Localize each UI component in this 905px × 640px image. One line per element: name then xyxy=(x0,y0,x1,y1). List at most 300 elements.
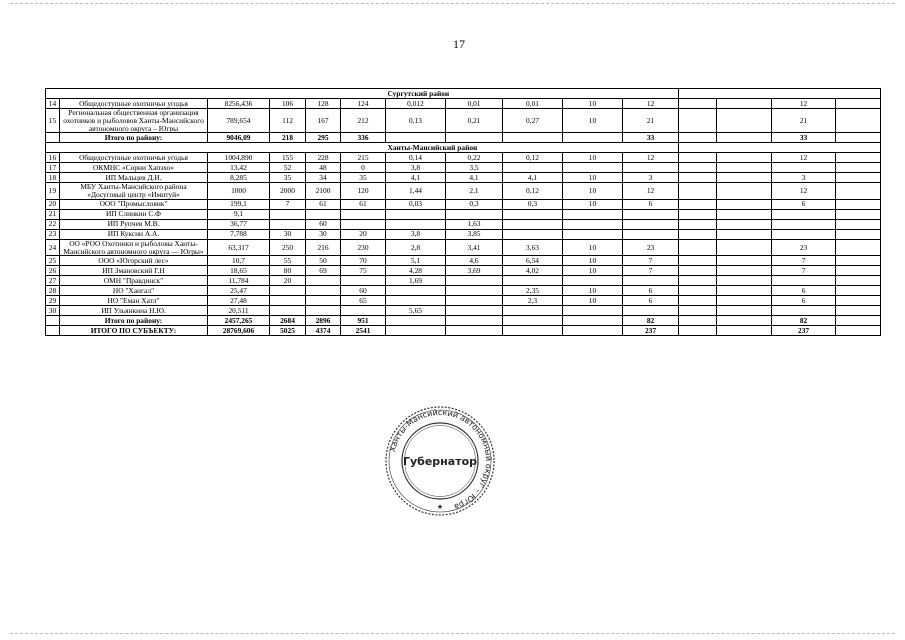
table-cell xyxy=(717,316,772,326)
table-row xyxy=(46,219,881,229)
table-cell xyxy=(270,209,306,219)
table-cell xyxy=(503,276,563,286)
section-header-row xyxy=(46,89,881,99)
table-cell xyxy=(503,326,563,336)
table-cell: 11,784 xyxy=(208,276,270,286)
table-cell xyxy=(563,209,623,219)
table-cell xyxy=(503,229,563,239)
table-cell: 4,1 xyxy=(503,173,563,183)
table-cell: 228 xyxy=(306,153,341,163)
table-cell: 0,3 xyxy=(503,199,563,209)
table-cell xyxy=(772,209,836,219)
table-cell: 18,65 xyxy=(208,266,270,276)
table-cell: ООО «Югорский лес» xyxy=(60,256,208,266)
table-cell: Региональная общественная организация охотников и рыболовов Ханты-Мансийского автономного округа – Югры xyxy=(60,109,208,133)
table-cell xyxy=(503,133,563,143)
table-cell xyxy=(623,276,679,286)
table-cell: 33 xyxy=(623,133,679,143)
table-cell xyxy=(446,326,503,336)
table-cell: 22 xyxy=(46,219,60,229)
table-cell: 0,01 xyxy=(503,99,563,109)
table-cell: ИП Куксин А.А. xyxy=(60,229,208,239)
table-cell: 30 xyxy=(270,229,306,239)
table-cell: 4,02 xyxy=(503,266,563,276)
table-cell: 10 xyxy=(563,199,623,209)
table-cell xyxy=(270,306,306,316)
table-cell xyxy=(623,219,679,229)
table-cell: 6 xyxy=(772,286,836,296)
table-cell: 21 xyxy=(46,209,60,219)
table-row xyxy=(46,183,881,200)
table-cell xyxy=(717,209,772,219)
table-cell xyxy=(46,89,386,99)
table-cell: 0 xyxy=(341,163,386,173)
table-cell: 4,1 xyxy=(386,173,446,183)
table-cell xyxy=(836,296,881,306)
table-cell: 5,65 xyxy=(386,306,446,316)
table-cell: 1,69 xyxy=(386,276,446,286)
table-cell xyxy=(679,143,881,153)
table-cell xyxy=(679,256,717,266)
table-cell xyxy=(679,326,717,336)
table-cell xyxy=(836,256,881,266)
table-cell: 25,47 xyxy=(208,286,270,296)
table-cell xyxy=(503,219,563,229)
table-cell xyxy=(717,133,772,143)
table-cell: 12 xyxy=(772,183,836,200)
table-cell: 10 xyxy=(563,109,623,133)
table-cell: 48 xyxy=(306,163,341,173)
table-cell xyxy=(563,326,623,336)
table-cell: 33 xyxy=(772,133,836,143)
table-cell: 61 xyxy=(306,199,341,209)
seal-title: Губернатор xyxy=(402,455,478,468)
table-cell: 6 xyxy=(772,199,836,209)
table-cell: 34 xyxy=(306,173,341,183)
table-cell: 20,511 xyxy=(208,306,270,316)
table-row xyxy=(46,99,881,109)
table-cell xyxy=(679,276,717,286)
table-cell xyxy=(446,316,503,326)
table-cell: 2457,265 xyxy=(208,316,270,326)
table-cell: 24 xyxy=(46,239,60,256)
table-cell xyxy=(46,316,60,326)
table-cell: 7 xyxy=(623,266,679,276)
table-cell: 12 xyxy=(623,153,679,163)
table-cell: 15 xyxy=(46,109,60,133)
table-cell: 60 xyxy=(306,219,341,229)
table-cell: 3 xyxy=(772,173,836,183)
table-cell xyxy=(679,219,717,229)
section-header-row xyxy=(46,143,881,153)
table-cell xyxy=(503,316,563,326)
table-cell: 6 xyxy=(772,296,836,306)
table-row xyxy=(46,256,881,266)
table-cell xyxy=(717,229,772,239)
table-cell: 35 xyxy=(270,173,306,183)
table-cell xyxy=(836,173,881,183)
table-cell xyxy=(717,219,772,229)
table-cell: 1,63 xyxy=(446,219,503,229)
table-cell: 4,1 xyxy=(446,173,503,183)
table-cell xyxy=(772,229,836,239)
table-cell: 10 xyxy=(563,239,623,256)
table-cell xyxy=(563,133,623,143)
table-cell xyxy=(446,276,503,286)
table-cell xyxy=(623,229,679,239)
table-cell: 16 xyxy=(46,153,60,163)
table-cell: 2000 xyxy=(270,183,306,200)
table-cell xyxy=(836,306,881,316)
table-cell: 12 xyxy=(623,99,679,109)
table-row xyxy=(46,173,881,183)
table-cell xyxy=(679,266,717,276)
table-cell: 250 xyxy=(270,239,306,256)
table-cell: 23 xyxy=(46,229,60,239)
table-cell: 10 xyxy=(563,266,623,276)
table-cell xyxy=(306,306,341,316)
table-cell: 3,85 xyxy=(446,229,503,239)
section-title: Сургутский район xyxy=(386,89,679,99)
table-cell: 120 xyxy=(341,183,386,200)
table-cell: 12 xyxy=(623,183,679,200)
table-cell: 3,8 xyxy=(386,229,446,239)
table-cell xyxy=(836,109,881,133)
table-cell: 0,3 xyxy=(446,199,503,209)
table-cell xyxy=(772,276,836,286)
table-cell: 2100 xyxy=(306,183,341,200)
table-cell: 69 xyxy=(306,266,341,276)
table-cell: 14 xyxy=(46,99,60,109)
table-cell xyxy=(717,256,772,266)
table-cell xyxy=(563,276,623,286)
table-cell: 50 xyxy=(306,256,341,266)
table-cell xyxy=(46,326,60,336)
table-cell xyxy=(679,316,717,326)
table-cell xyxy=(772,306,836,316)
table-cell: 155 xyxy=(270,153,306,163)
table-cell: 218 xyxy=(270,133,306,143)
table-row xyxy=(46,306,881,316)
table-cell xyxy=(717,286,772,296)
table-cell: 10,7 xyxy=(208,256,270,266)
table-cell: ИП Мальцев Д.И. xyxy=(60,173,208,183)
table-cell xyxy=(563,306,623,316)
table-cell: 336 xyxy=(341,133,386,143)
table-cell: 237 xyxy=(772,326,836,336)
table-cell xyxy=(563,219,623,229)
table-cell: 10 xyxy=(563,173,623,183)
table-cell: 4374 xyxy=(306,326,341,336)
table-cell: 6,54 xyxy=(503,256,563,266)
grand-total-row xyxy=(46,326,881,336)
table-cell: 80 xyxy=(270,266,306,276)
table-cell xyxy=(386,316,446,326)
table-row xyxy=(46,229,881,239)
table-cell: 3,8 xyxy=(386,163,446,173)
table-cell: 0,27 xyxy=(503,109,563,133)
table-cell: 12 xyxy=(772,99,836,109)
table-cell: 0,01 xyxy=(446,99,503,109)
table-cell: 216 xyxy=(306,239,341,256)
table-cell: Общедоступные охотничьи угодья xyxy=(60,99,208,109)
table-cell: 215 xyxy=(341,153,386,163)
table-cell: 3 xyxy=(623,173,679,183)
table-cell: 25 xyxy=(46,256,60,266)
table-cell xyxy=(772,163,836,173)
table-cell: 8,285 xyxy=(208,173,270,183)
table-cell xyxy=(446,133,503,143)
table-cell: 3,63 xyxy=(503,239,563,256)
page-bottom-edge xyxy=(10,633,895,634)
table-cell: 1,44 xyxy=(386,183,446,200)
table-cell xyxy=(717,99,772,109)
table-cell: 789,654 xyxy=(208,109,270,133)
table-cell xyxy=(306,276,341,286)
table-cell: 0,22 xyxy=(446,153,503,163)
table-cell xyxy=(341,209,386,219)
table-cell: 10 xyxy=(563,256,623,266)
table-cell: 237 xyxy=(623,326,679,336)
table-cell xyxy=(836,209,881,219)
table-cell xyxy=(836,276,881,286)
table-cell xyxy=(623,209,679,219)
table-cell xyxy=(717,239,772,256)
seal-star-icon: ★ xyxy=(436,503,444,511)
table-cell xyxy=(563,229,623,239)
table-cell xyxy=(772,219,836,229)
table-cell xyxy=(836,326,881,336)
table-row xyxy=(46,209,881,219)
table-cell: 30 xyxy=(306,229,341,239)
table-cell: 6 xyxy=(623,286,679,296)
table-cell: 0,012 xyxy=(386,99,446,109)
table-cell xyxy=(446,306,503,316)
table-cell: 7 xyxy=(772,256,836,266)
table-cell: 63,317 xyxy=(208,239,270,256)
table-cell: ОМН "Правдинск" xyxy=(60,276,208,286)
table-cell xyxy=(836,229,881,239)
table-cell: 82 xyxy=(623,316,679,326)
table-cell: ОКМНС «Сорни Хапэхо» xyxy=(60,163,208,173)
table-cell: ИП Слинкин С.Ф xyxy=(60,209,208,219)
table-cell xyxy=(717,326,772,336)
table-cell: 18 xyxy=(46,173,60,183)
table-cell: 3,5 xyxy=(446,163,503,173)
table-cell xyxy=(717,276,772,286)
table-cell xyxy=(836,183,881,200)
table-cell: 9,1 xyxy=(208,209,270,219)
table-cell: 60 xyxy=(341,286,386,296)
table-cell: 28 xyxy=(46,286,60,296)
table-cell xyxy=(836,239,881,256)
table-cell xyxy=(270,219,306,229)
table-cell: 61 xyxy=(341,199,386,209)
table-cell: 52 xyxy=(270,163,306,173)
table-cell xyxy=(341,276,386,286)
table-cell: 10 xyxy=(563,99,623,109)
table-cell: 9046,09 xyxy=(208,133,270,143)
table-cell: 5025 xyxy=(270,326,306,336)
table-cell: 65 xyxy=(341,296,386,306)
table-cell xyxy=(717,109,772,133)
table-cell: 6 xyxy=(623,296,679,306)
table-cell xyxy=(679,286,717,296)
table-cell: 29 xyxy=(46,296,60,306)
table-cell xyxy=(679,163,717,173)
table-row xyxy=(46,266,881,276)
table-cell xyxy=(386,326,446,336)
table-cell: 28769,606 xyxy=(208,326,270,336)
table-cell: 3,69 xyxy=(446,266,503,276)
table-cell: 7 xyxy=(623,256,679,266)
table-cell: 167 xyxy=(306,109,341,133)
table-cell xyxy=(306,286,341,296)
table-cell: 128 xyxy=(306,99,341,109)
table-cell xyxy=(679,209,717,219)
table-cell: 2,8 xyxy=(386,239,446,256)
table-cell: 8256,436 xyxy=(208,99,270,109)
table-cell: 27 xyxy=(46,276,60,286)
table-cell: Общедоступные охотничьи угодья xyxy=(60,153,208,163)
table-cell: 2684 xyxy=(270,316,306,326)
table-cell: 19 xyxy=(46,183,60,200)
table-cell: 4,28 xyxy=(386,266,446,276)
page-number: 17 xyxy=(453,37,465,51)
table-cell xyxy=(623,163,679,173)
table-cell xyxy=(679,109,717,133)
table-cell xyxy=(446,209,503,219)
table-cell: 212 xyxy=(341,109,386,133)
table-cell xyxy=(46,133,60,143)
table-cell: 5,1 xyxy=(386,256,446,266)
table-row xyxy=(46,286,881,296)
table-cell: ИТОГО ПО СУБЪЕКТУ: xyxy=(60,326,208,336)
table-cell xyxy=(270,296,306,306)
table-cell: 0,21 xyxy=(446,109,503,133)
table-cell: 21 xyxy=(623,109,679,133)
table-cell xyxy=(836,266,881,276)
table-cell: 2,3 xyxy=(503,296,563,306)
table-cell xyxy=(623,306,679,316)
table-cell: 12 xyxy=(772,153,836,163)
table-cell: 295 xyxy=(306,133,341,143)
table-cell xyxy=(270,286,306,296)
table-cell: 0,14 xyxy=(386,153,446,163)
table-cell xyxy=(836,153,881,163)
table-cell: 55 xyxy=(270,256,306,266)
table-cell: НО "Хангал" xyxy=(60,286,208,296)
table-cell: 26 xyxy=(46,266,60,276)
table-row xyxy=(46,109,881,133)
table-cell xyxy=(717,163,772,173)
table-cell: 20 xyxy=(341,229,386,239)
table-cell: 2,1 xyxy=(446,183,503,200)
table-cell: 23 xyxy=(623,239,679,256)
table-cell xyxy=(836,219,881,229)
table-cell: 0,12 xyxy=(503,153,563,163)
table-cell xyxy=(386,209,446,219)
table-cell xyxy=(503,209,563,219)
table-cell xyxy=(836,199,881,209)
section-title: Ханты-Мансийский район xyxy=(386,143,679,153)
table-cell xyxy=(679,183,717,200)
table-row xyxy=(46,296,881,306)
table-cell: 6 xyxy=(623,199,679,209)
table-cell xyxy=(386,219,446,229)
table-cell xyxy=(503,163,563,173)
table-cell: 112 xyxy=(270,109,306,133)
table-cell: 0,03 xyxy=(386,199,446,209)
table-cell xyxy=(503,306,563,316)
table-cell: 36,77 xyxy=(208,219,270,229)
table-cell: 3,41 xyxy=(446,239,503,256)
table-cell: 7,788 xyxy=(208,229,270,239)
table-cell xyxy=(717,153,772,163)
table-cell: 230 xyxy=(341,239,386,256)
table-cell: ИП Ульянкина Н.Ю. xyxy=(60,306,208,316)
district-total-row xyxy=(46,133,881,143)
table-cell xyxy=(679,199,717,209)
table-cell: 10 xyxy=(563,153,623,163)
table-cell: 82 xyxy=(772,316,836,326)
table-cell: 1004,890 xyxy=(208,153,270,163)
table-cell: 20 xyxy=(270,276,306,286)
table-cell xyxy=(717,183,772,200)
table-cell xyxy=(563,316,623,326)
table-cell xyxy=(386,286,446,296)
table-cell xyxy=(836,163,881,173)
table-cell: 27,48 xyxy=(208,296,270,306)
table-row xyxy=(46,199,881,209)
table-cell xyxy=(679,296,717,306)
table-cell xyxy=(717,199,772,209)
table-row xyxy=(46,276,881,286)
table-cell: 35 xyxy=(341,173,386,183)
table-cell xyxy=(446,286,503,296)
table-cell: 13,42 xyxy=(208,163,270,173)
table-cell: 23 xyxy=(772,239,836,256)
table-cell xyxy=(306,296,341,306)
table-cell xyxy=(679,133,717,143)
table-cell: 951 xyxy=(341,316,386,326)
seal-ring-text: Ханты-Мансийский автономный округ – Югра xyxy=(387,407,494,512)
table-cell: НО "Еман Хатл" xyxy=(60,296,208,306)
table-row xyxy=(46,163,881,173)
table-cell: 20 xyxy=(46,199,60,209)
table-cell: 30 xyxy=(46,306,60,316)
table-cell: 7 xyxy=(270,199,306,209)
table-cell: ОО «РОО Охотники и рыболовы Ханты-Мансийского автономного округа — Югры» xyxy=(60,239,208,256)
table-cell xyxy=(836,286,881,296)
table-cell: 2,35 xyxy=(503,286,563,296)
table-cell xyxy=(341,219,386,229)
table-cell: ИП Змановский Г.Н xyxy=(60,266,208,276)
table-cell: 2896 xyxy=(306,316,341,326)
table-cell xyxy=(563,163,623,173)
table-row xyxy=(46,153,881,163)
table-cell xyxy=(679,239,717,256)
table-cell: МБУ Ханты-Мансийского района «Досуговый центр «Имитуй» xyxy=(60,183,208,200)
page-top-edge xyxy=(10,3,895,4)
table-cell: 10 xyxy=(563,286,623,296)
table-cell: 124 xyxy=(341,99,386,109)
table-cell xyxy=(46,143,386,153)
table-cell xyxy=(717,306,772,316)
table-cell xyxy=(341,306,386,316)
table-cell: 199,1 xyxy=(208,199,270,209)
table-cell xyxy=(386,133,446,143)
